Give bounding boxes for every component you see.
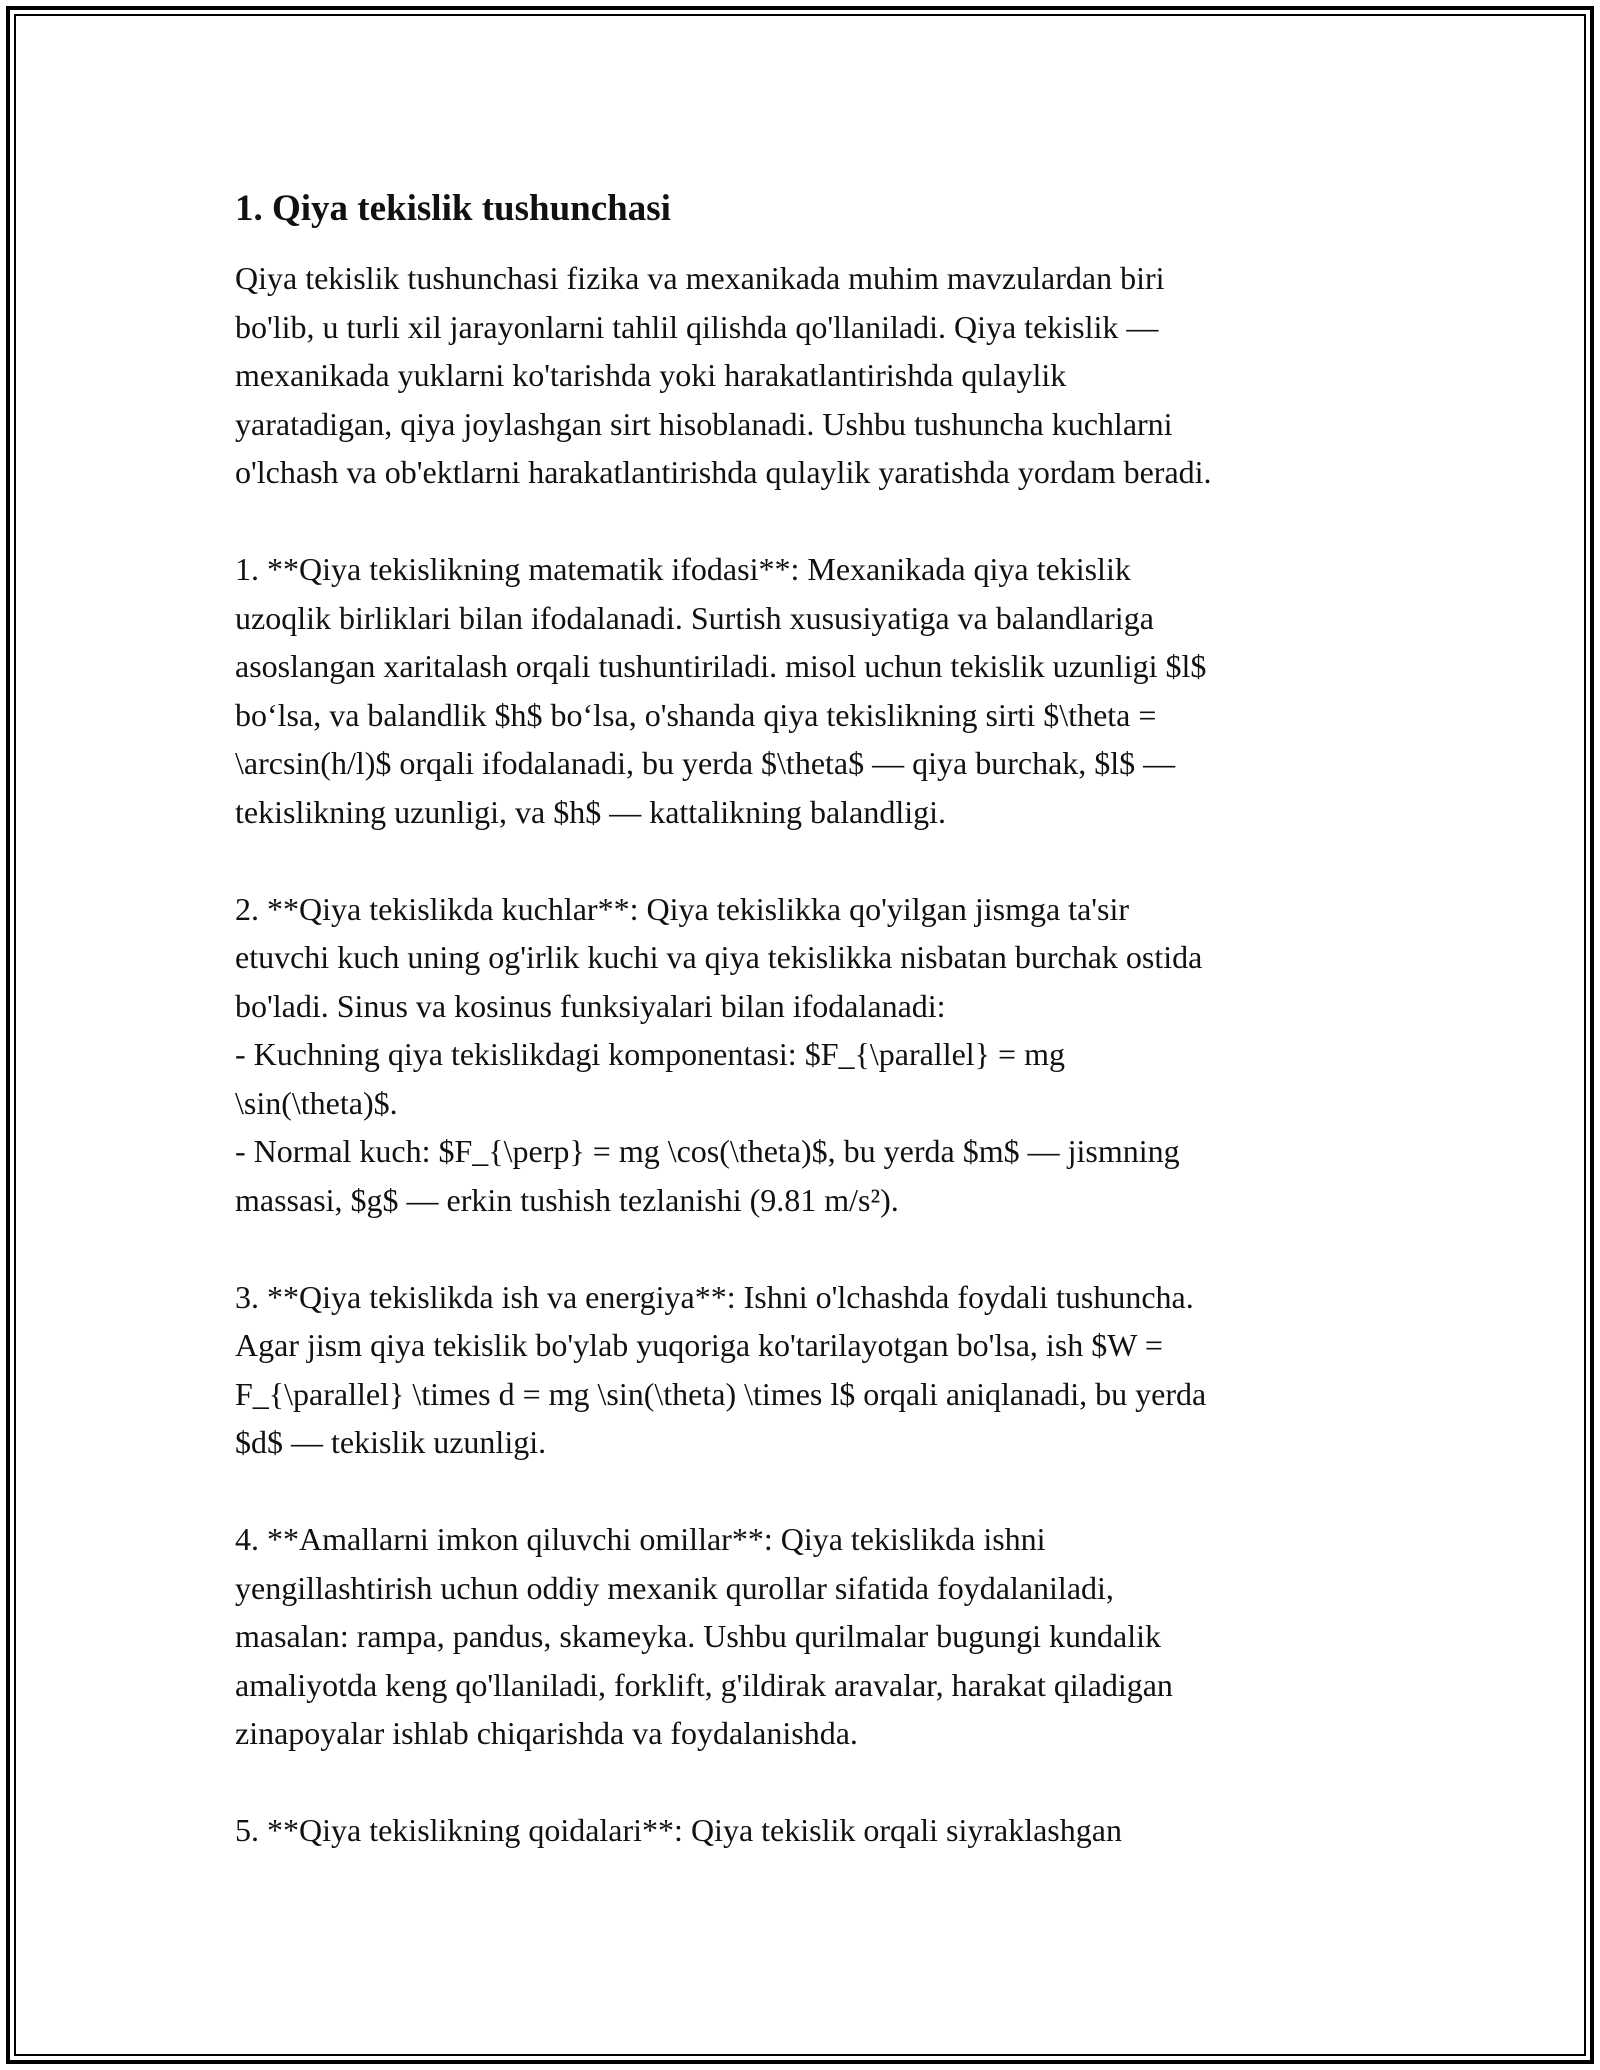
list-item-rules: 5. **Qiya tekislikning qoidalari**: Qiya tekislik orqali siyraklashgan <box>235 1812 1122 1848</box>
list-item-forces: 2. **Qiya tekislikda kuchlar**: Qiya tekislikka qo'yilgan jismga ta'sir etuvchi kuch uning og'irlik kuchi va qiya tekislikka nisbatan burchak ostida bo'ladi. Sinus va kosinus funksiyalari bilan ifodalanadi: - Kuchning qiya tekislikdagi komponentasi: $F_{\parallel} = mg \sin(\theta)$. - Normal kuch: $F_{\perp} = mg \cos(\theta)$, bu yerda $m$ — jismning massasi, $g$ — erkin tushish tezlanishi (9.81 m/s²). <box>235 890 1203 1218</box>
section-heading: 1. Qiya tekislik tushunchasi <box>235 188 671 229</box>
list-item-enabling-factors: 4. **Amallarni imkon qiluvchi omillar**: Qiya tekislikda ishni yengillashtirish uchun oddiy mexanik qurollar sifatida foydalaniladi, masalan: rampa, pandus, skameyka. Ushbu qurilmalar bugungi kundalik amaliyotda keng qo'llaniladi, forklift, g'ildirak aravalar, harakat qiladigan zinapoyalar ishlab chiqarishda va foydalanishda. <box>235 1521 1173 1751</box>
document-body <box>235 186 1365 1855</box>
list-item-math-expression: 1. **Qiya tekislikning matematik ifodasi**: Mexanikada qiya tekislik uzoqlik birliklari bilan ifodalanadi. Surtish xususiyatiga va balandlariga asoslangan xaritalash orqali tushuntiriladi. misol uchun tekislik uzunligi $l$ bo‘lsa, va balandlik $h$ bo‘lsa, o'shanda qiya tekislikning sirti $\theta = \arcsin(h/l)$ orqali ifodalanadi, bu yerda $\theta$ — qiya burchak, $l$ — tekislikning uzunligi, va $h$ — kattalikning balandligi. <box>235 551 1207 830</box>
intro-paragraph: Qiya tekislik tushunchasi fizika va mexanikada muhim mavzulardan biri bo'lib, u turli xil jarayonlarni tahlil qilishda qo'llaniladi. Qiya tekislik — mexanikada yuklarni ko'tarishda yoki harakatlantirishda qulaylik yaratadigan, qiya joylashgan sirt hisoblanadi. Ushbu tushuncha kuchlarni o'lchash va ob'ektlarni harakatlantirishda qulaylik yaratishda yordam beradi. <box>235 260 1212 490</box>
list-item-work-energy: 3. **Qiya tekislikda ish va energiya**: Ishni o'lchashda foydali tushuncha. Agar jism qiya tekislik bo'ylab yuqoriga ko'tarilayotgan bo'lsa, ish $W = F_{\parallel} \times d = mg \sin(\theta) \times l$ orqali aniqlanadi, bu yerda $d$ — tekislik uzunligi. <box>235 1278 1207 1460</box>
